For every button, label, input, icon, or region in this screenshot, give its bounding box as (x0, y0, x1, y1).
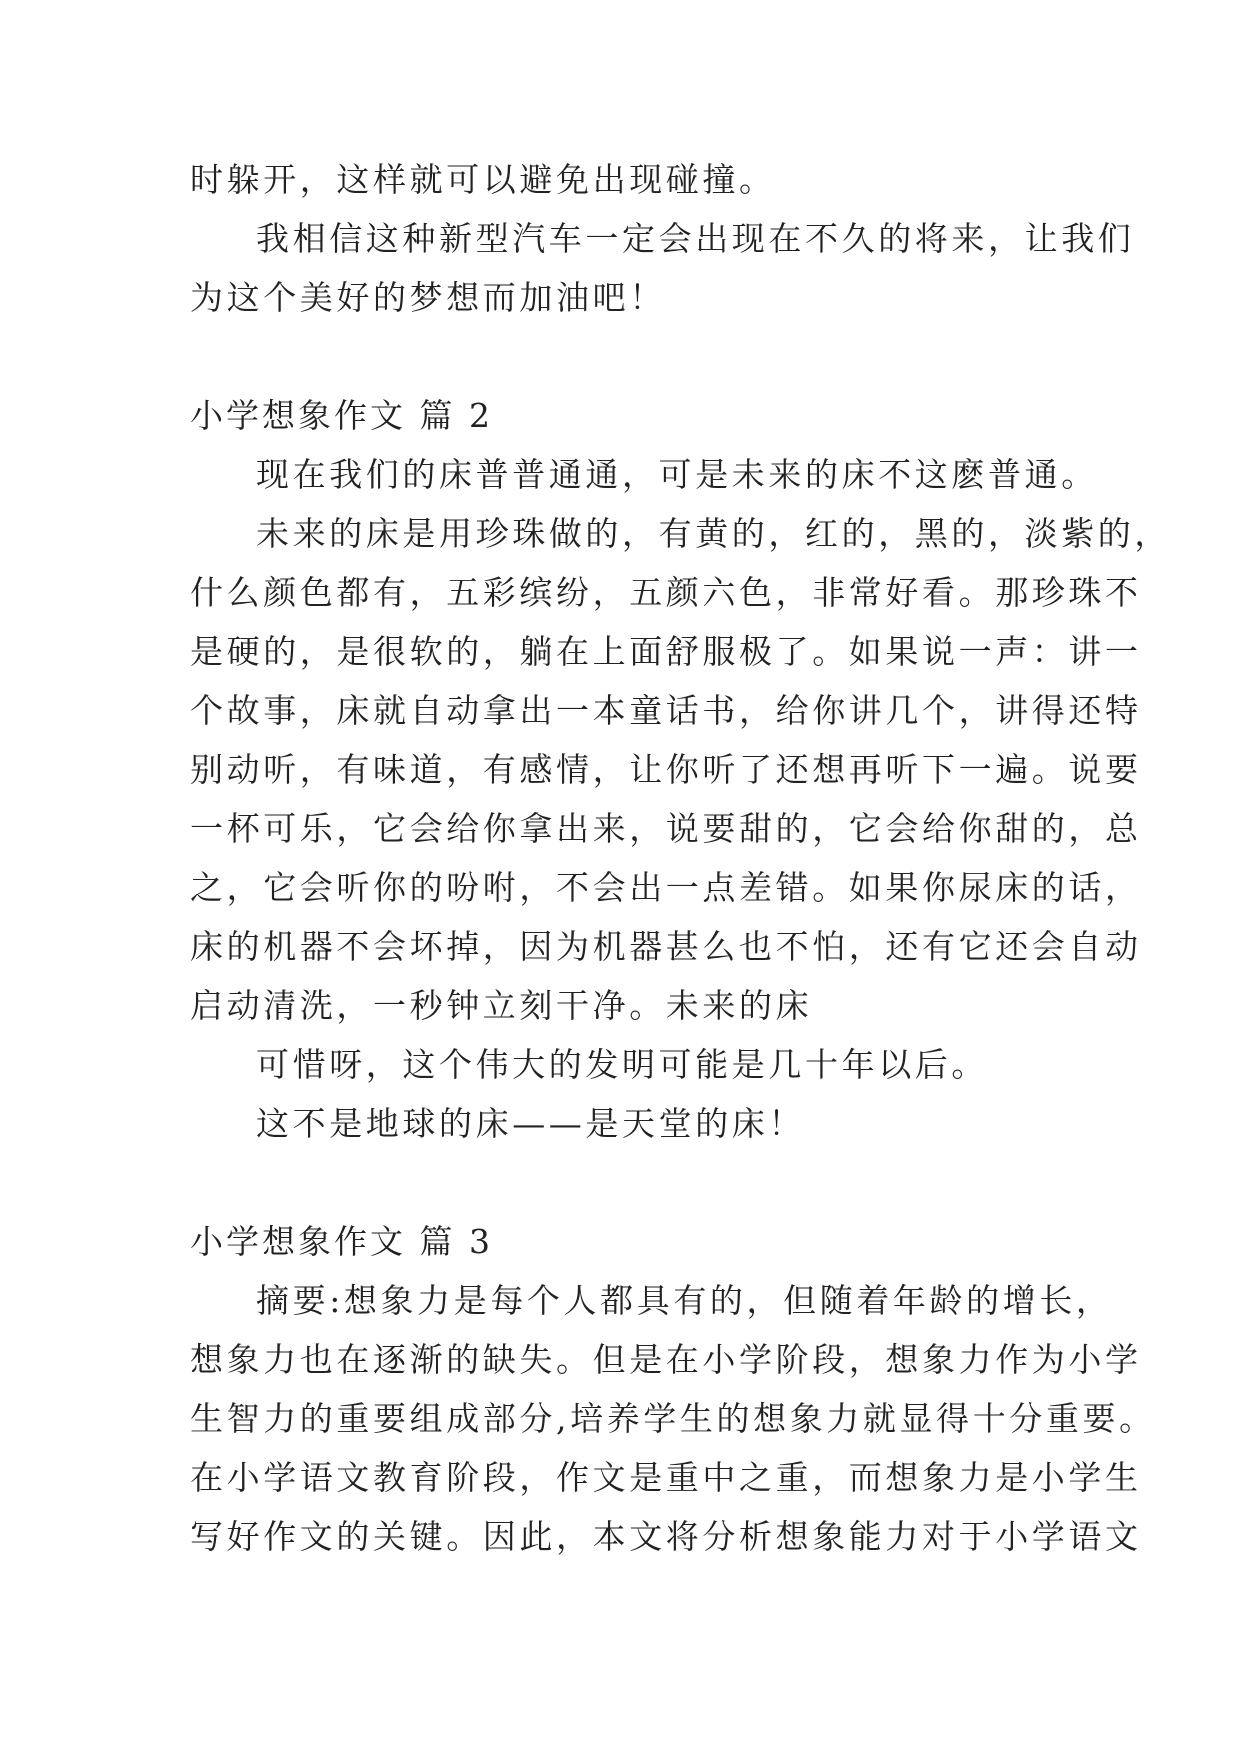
paragraph-line: 写好作文的关键。因此，本文将分析想象能力对于小学语文 (190, 1517, 1142, 1556)
paragraph-line: 什么颜色都有，五彩缤纷，五颜六色，非常好看。那珍珠不 (190, 573, 1142, 612)
document-page (190, 150, 1171, 1566)
paragraph-line: 床的机器不会坏掉，因为机器甚么也不怕，还有它还会自动 (190, 927, 1142, 966)
section-heading: 小学想象作文 篇 2 (190, 396, 493, 435)
paragraph-line: 为这个美好的梦想而加油吧！ (190, 278, 666, 317)
paragraph-line: 可惜呀，这个伟大的发明可能是几十年以后。 (256, 1045, 988, 1084)
paragraph-line: 我相信这种新型汽车一定会出现在不久的将来，让我们 (256, 219, 1135, 258)
paragraph-line: 启动清洗，一秒钟立刻干净。未来的床 (190, 986, 813, 1025)
paragraph-line: 个故事，床就自动拿出一本童话书，给你讲几个，讲得还特 (190, 691, 1142, 730)
paragraph-line: 现在我们的床普普通通，可是未来的床不这麽普通。 (256, 455, 1098, 494)
paragraph-line: 生智力的重要组成部分,培养学生的想象力就显得十分重要。 (190, 1399, 1156, 1438)
paragraph-line: 之，它会听你的吩咐，不会出一点差错。如果你尿床的话， (190, 868, 1142, 907)
paragraph-line: 时躲开，这样就可以避免出现碰撞。 (190, 160, 776, 199)
paragraph-line: 在小学语文教育阶段，作文是重中之重，而想象力是小学生 (190, 1458, 1142, 1497)
paragraph-line: 别动听，有味道，有感情，让你听了还想再听下一遍。说要 (190, 750, 1142, 789)
paragraph-line: 一杯可乐，它会给你拿出来，说要甜的，它会给你甜的，总 (190, 809, 1142, 848)
paragraph-line: 是硬的，是很软的，躺在上面舒服极了。如果说一声：讲一 (190, 632, 1142, 671)
paragraph-line: 这不是地球的床——是天堂的床！ (256, 1104, 805, 1143)
paragraph-line: 未来的床是用珍珠做的，有黄的，红的，黑的，淡紫的， (256, 514, 1171, 553)
paragraph-line: 想象力也在逐渐的缺失。但是在小学阶段，想象力作为小学 (190, 1340, 1142, 1379)
paragraph-line: 摘要:想象力是每个人都具有的，但随着年龄的增长， (256, 1281, 1113, 1320)
section-heading: 小学想象作文 篇 3 (190, 1222, 493, 1261)
